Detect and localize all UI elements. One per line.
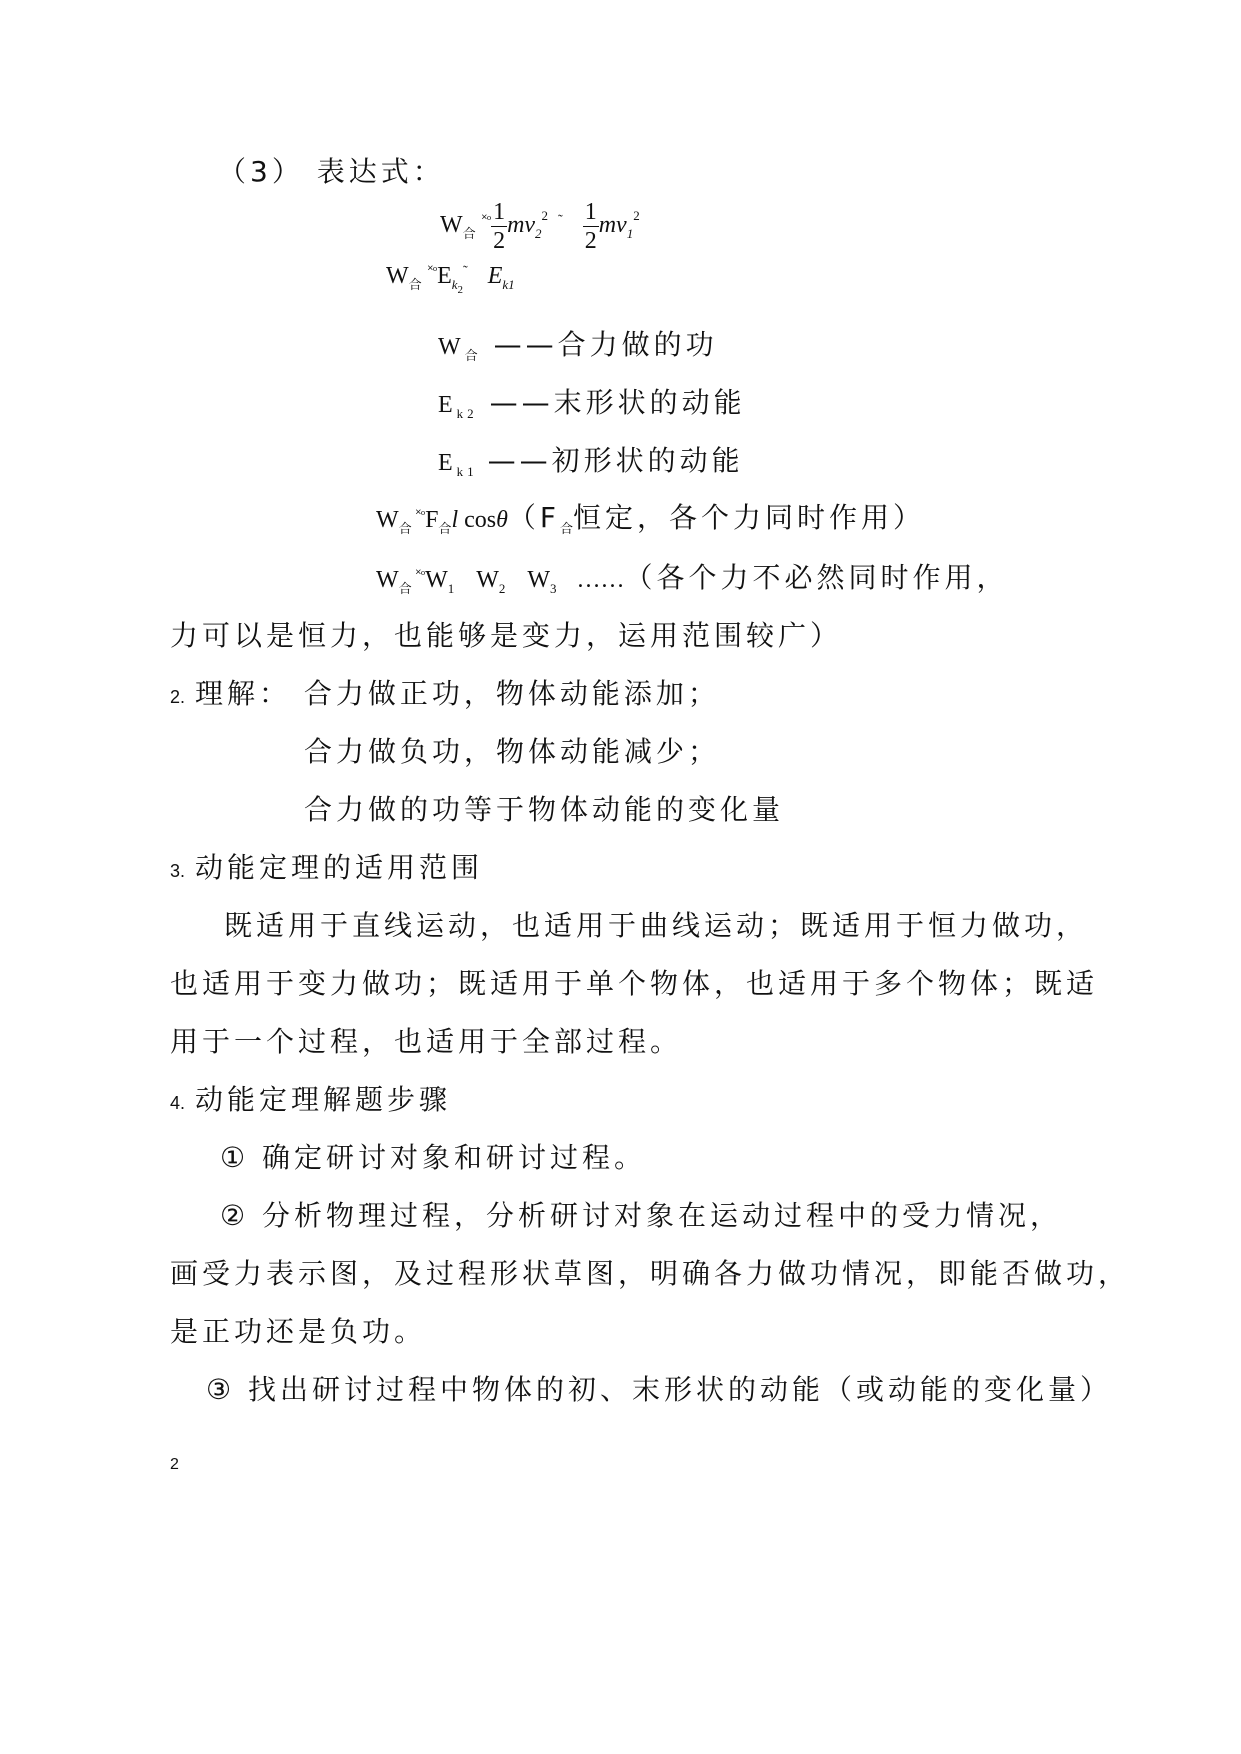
item-title: 动能定理的适用范围 [195, 851, 484, 884]
step-3: ③ 找出研讨过程中物体的初、末形状的动能（或动能的变化量） [206, 1373, 1113, 1406]
formula-glyph: ˟ᵒ [415, 568, 426, 583]
formula-work-kinetic-1 [440, 200, 640, 253]
formula-subscript: 合 [408, 277, 422, 292]
step-2-line-3: 是正功还是负功。 [170, 1315, 427, 1348]
item-3 [170, 846, 483, 886]
formula-superscript: 2 [541, 208, 549, 224]
formula-symbol: W [376, 567, 399, 593]
formula-note: 恒定，各个力同时作用） [573, 501, 926, 534]
formula-subscript: 2 [535, 226, 542, 242]
definition-final-ke: $E_{k2}$ ——末形状的动能 [438, 386, 746, 421]
formula-symbol: E [487, 263, 503, 289]
formula-symbol: W [425, 567, 448, 593]
item-3-line-1: 既适用于直线运动，也适用于曲线运动；既适用于恒力做功， [224, 909, 1089, 942]
formula-symbol: W [527, 567, 551, 593]
formula-note: （F [507, 501, 561, 534]
formula-subscript: 合 [560, 521, 574, 536]
step-2-line-1: ② 分析物理过程，分析研讨对象在运动过程中的受力情况， [220, 1199, 1063, 1232]
paragraph-force-note: 力可以是恒力，也能够是变力，运用范围较广） [170, 619, 843, 652]
formula-symbol: θ [496, 507, 508, 533]
formula-subscript: 合 [398, 581, 412, 596]
formula-subscript: 合 [398, 521, 412, 536]
item-number: 4. [170, 1093, 186, 1113]
formula-symbol: E [437, 263, 452, 289]
definition-work: $W_合$ ——合力做的功 [438, 328, 718, 364]
page-number: 2 [170, 1456, 179, 1473]
formula-work-force [376, 496, 925, 537]
item-3-line-2: 也适用于变力做功；既适用于单个物体，也适用于多个物体；既适 [170, 967, 1099, 1000]
item-2-line-b: 合力做负功，物体动能减少； [304, 735, 721, 768]
formula-subscript: 1 [447, 581, 455, 596]
item-4 [170, 1078, 451, 1118]
formula-note: （各个力不必然同时作用， [624, 561, 1009, 594]
formula-subscript: 1 [626, 226, 634, 242]
fraction-half: $\frac{1}{2}$ [493, 199, 506, 254]
definition-initial-ke: $E_{k1}$ ——初形状的动能 [438, 444, 744, 479]
formula-symbol: W [386, 263, 409, 289]
item-number: 3. [170, 861, 186, 881]
formula-symbol: F [425, 507, 439, 533]
formula-symbol: W [440, 212, 463, 239]
item-2-line-c: 合力做的功等于物体动能的变化量 [304, 793, 785, 826]
formula-glyph: ˜ [463, 264, 468, 279]
formula-symbol: W [376, 507, 399, 533]
formula-subscript: k1 [502, 277, 515, 292]
section-3-heading: （3） 表达式： [218, 155, 445, 188]
formula-symbol: cos [464, 507, 497, 533]
formula-subscript: 合 [438, 521, 452, 536]
item-3-line-3: 用于一个过程，也适用于全部过程。 [170, 1025, 683, 1058]
formula-mv: mv [507, 212, 536, 239]
item-text: 理解： 合力做正功，物体动能添加； [195, 677, 720, 710]
formula-work-kinetic-2 [386, 263, 515, 296]
step-1: ① 确定研讨对象和研讨过程。 [220, 1141, 647, 1174]
formula-superscript: 2 [633, 208, 640, 224]
item-2 [170, 672, 720, 712]
formula-subscript: 2 [498, 581, 506, 596]
fraction-half: $\frac{1}{2}$ [584, 199, 597, 254]
formula-work-sum [376, 556, 1009, 597]
formula-subscript: k [451, 277, 458, 292]
formula-subscript: 合 [462, 226, 476, 242]
step-2-line-2: 画受力表示图，及过程形状草图，明确各力做功情况，即能否做功， [170, 1257, 1131, 1290]
formula-subscript: 3 [550, 581, 557, 596]
item-title: 动能定理解题步骤 [195, 1083, 452, 1116]
item-number: 2. [170, 687, 186, 707]
formula-glyph: ˟ᵒ [427, 264, 438, 279]
formula-symbol: W [476, 567, 499, 593]
formula-glyph: ˟ᵒ [415, 508, 426, 523]
formula-subscript: 2 [457, 284, 464, 296]
formula-symbol: l [451, 507, 459, 533]
formula-mv: mv [598, 212, 627, 239]
formula-glyph: ˟ᵒ [481, 213, 492, 229]
formula-glyph: ˜ [558, 213, 563, 229]
formula-ellipsis: …… [576, 567, 625, 593]
